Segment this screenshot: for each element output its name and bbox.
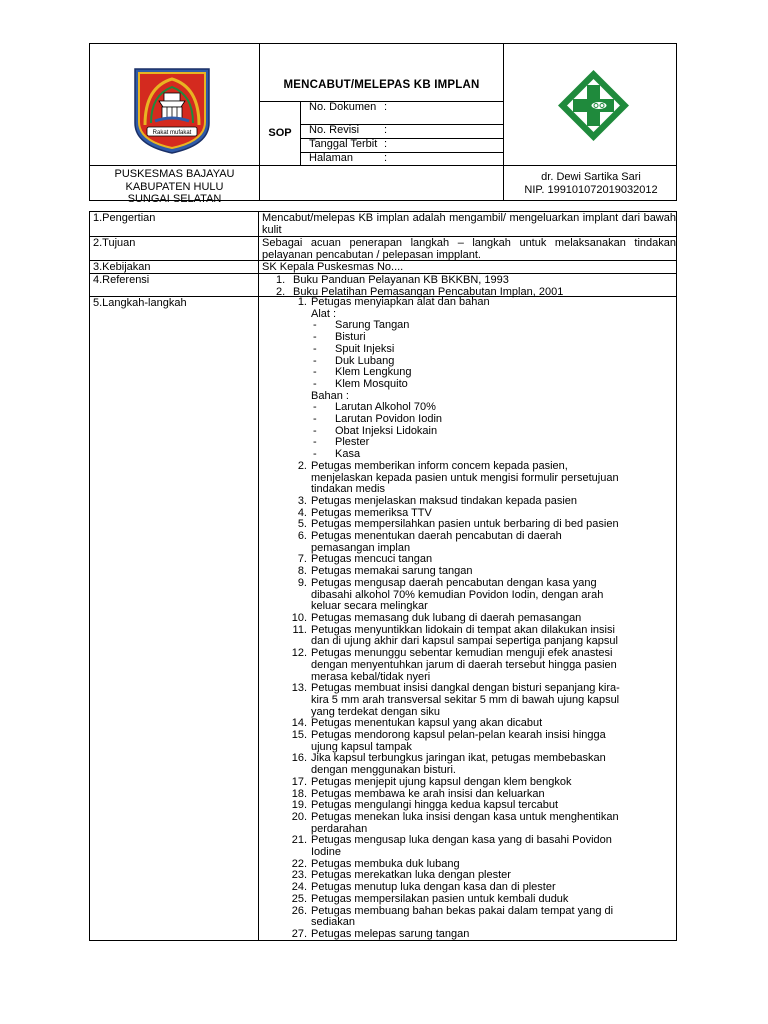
- row-tujuan: [90, 237, 676, 261]
- step-text-line: dibasahi alkohol 70% kemudian Povidon Iodin, dengan arah: [311, 588, 604, 601]
- step-text-line: Petugas menentukan daerah pencabutan di daerah: [311, 530, 562, 543]
- step-text-line: yang terdekat dengan siku: [311, 705, 441, 718]
- step-number: 22.: [291, 857, 307, 870]
- step-text-line: tindakan medis: [311, 483, 385, 496]
- list-item: - Larutan Alkohol 70%: [262, 402, 676, 414]
- row-text: SK Kepala Puskesmas No....: [262, 261, 404, 273]
- step-number: 8.: [297, 565, 307, 578]
- step-text-line: ujung kapsul tampak: [311, 740, 412, 753]
- field-colon: :: [384, 101, 388, 113]
- sop-info-block: [260, 101, 503, 165]
- step-text-line: keluar secara melingkar: [311, 600, 428, 613]
- field-colon: :: [384, 152, 388, 164]
- field-tanggal-terbit: [301, 139, 503, 153]
- step-text-line: Petugas merekatkan luka dengan plester: [311, 869, 511, 882]
- step-number: 7.: [297, 553, 307, 566]
- step-text-line: Petugas menentukan kapsul yang akan dicabut: [311, 717, 543, 730]
- step-item: [262, 578, 676, 613]
- sop-fields: [300, 102, 503, 166]
- step-number: 25.: [291, 892, 307, 905]
- step-text-line: Iodine: [311, 846, 341, 859]
- step-number: 17.: [291, 775, 307, 788]
- step-text-line: merasa kebal/tidak nyeri: [311, 670, 431, 683]
- step-item: [262, 613, 676, 625]
- sop-content-table: [89, 211, 677, 941]
- step-text-line: Petugas memakai sarung tangan: [311, 565, 473, 578]
- step-item: [262, 625, 676, 648]
- step-text-line: Petugas memberikan inform concem kepada pasien,: [311, 459, 568, 472]
- list-item: - Duk Lubang: [262, 356, 676, 368]
- field-label: No. Dokumen: [309, 101, 377, 113]
- puskesmas-name: [90, 166, 259, 206]
- step-number: 26.: [291, 904, 307, 917]
- row-text: Mencabut/melepas KB implan adalah mengambil/ mengeluarkan implant dari bawah kulit: [262, 212, 676, 236]
- step-item: [262, 683, 676, 718]
- field-no-revisi: [301, 125, 503, 139]
- list-item: - Spuit Injeksi: [262, 344, 676, 356]
- field-colon: :: [384, 138, 388, 150]
- step-number: 5.: [297, 518, 307, 531]
- list-item: - Plester: [262, 437, 676, 449]
- step-item: [262, 906, 676, 929]
- step-text-line: Petugas mencuci tangan: [311, 553, 433, 566]
- step-number: 15.: [291, 729, 307, 742]
- step-text-line: Petugas menyuntikkan lidokain di tempat akan dilakukan insisi: [311, 623, 615, 636]
- document-title: MENCABUT/MELEPAS KB IMPLAN: [283, 79, 480, 91]
- step-item: [262, 461, 676, 496]
- step-text-line: Petugas mengulangi hingga kedua kapsul tercabut: [311, 799, 559, 812]
- row-label: 3.Kebijakan: [93, 261, 151, 273]
- step-number: 23.: [291, 869, 307, 882]
- emblem-motto: Rakat mufakat: [152, 130, 192, 136]
- row-text: Sebagai acuan penerapan langkah – langkah untuk melaksanakan tindakan pelayanan pencabutan / pelepasan impplant.: [262, 237, 676, 261]
- step-text-line: Petugas mendorong kapsul pelan-pelan kearah insisi hingga: [311, 729, 606, 742]
- step-number: 13.: [291, 682, 307, 695]
- step-number: 19.: [291, 799, 307, 812]
- step-text-line: dan di ujung akhir dari kapsul sampai sepertiga panjang kapsul: [311, 635, 618, 648]
- step-text-line: dengan menyentuhkan jarum di daerah tersebut hingga pasien: [311, 658, 617, 671]
- step-number: 11.: [292, 623, 307, 636]
- step-number: 21.: [291, 834, 307, 847]
- step-text-line: Petugas menjelaskan maksud tindakan kepada pasien: [311, 494, 578, 507]
- step-number: 16.: [291, 752, 307, 765]
- step-text-line: Petugas menutup luka dengan kasa dan di plester: [311, 881, 556, 894]
- step-number: 2.: [297, 459, 307, 472]
- step-number: 27.: [291, 927, 307, 940]
- step-text-line: menjelaskan kepada pasien untuk mengisi formulir persetujuan: [311, 471, 619, 484]
- step-text-line: Petugas membawa ke arah insisi dan keluarkan: [311, 787, 545, 800]
- row-label-langkah: 5.Langkah-langkah: [93, 297, 187, 309]
- bahan-list: [262, 402, 676, 461]
- row-label: 2.Tujuan: [93, 237, 136, 249]
- step-item: [262, 894, 676, 906]
- step-text-line: pemasangan implan: [311, 541, 411, 554]
- reference-number: 1.: [276, 274, 286, 286]
- field-halaman: [301, 153, 503, 165]
- field-label: No. Revisi: [309, 124, 360, 136]
- column-divider: [258, 212, 259, 940]
- procedure-steps: [262, 297, 676, 941]
- step-text-line: Petugas mengusap luka dengan kasa yang di basahi Povidon: [311, 834, 612, 847]
- step-number: 20.: [291, 810, 307, 823]
- alat-list: [262, 320, 676, 390]
- list-item: - Klem Mosquito: [262, 379, 676, 391]
- step-number: 18.: [291, 787, 307, 800]
- row-referensi: [90, 274, 676, 297]
- step-text-line: Petugas menunggu sebentar kemudian menguji efek anastesi: [311, 647, 613, 660]
- step-text: Petugas menyiapkan alat dan bahan: [311, 296, 490, 308]
- reference-list: [262, 275, 676, 298]
- reference-text: Buku Panduan Pelayanan KB BKKBN, 1993: [293, 274, 509, 286]
- step-list: [262, 461, 676, 941]
- step-item: [262, 929, 676, 941]
- row-kebijakan: [90, 261, 676, 274]
- step-number: 24.: [291, 881, 307, 894]
- step-item: [262, 648, 676, 683]
- list-item: - Kasa: [262, 449, 676, 461]
- step-number: 6.: [297, 530, 307, 543]
- regional-emblem-logo: [131, 65, 213, 155]
- puskesmas-line: KABUPATEN HULU: [125, 180, 224, 193]
- step-number: 12.: [291, 647, 307, 660]
- step-number: 3.: [297, 494, 307, 507]
- bahan-label: Bahan :: [311, 389, 349, 402]
- field-label: Halaman: [309, 152, 354, 164]
- field-no-dokumen: [301, 102, 503, 125]
- puskesmas-line: SUNGAI SELATAN: [127, 193, 222, 205]
- step-item: [262, 835, 676, 858]
- reference-number: 2.: [276, 285, 286, 298]
- step-number: 4.: [297, 506, 307, 519]
- step-text-line: Petugas memasang duk lubang di daerah pemasangan: [311, 611, 582, 624]
- row-label: 4.Referensi: [93, 274, 150, 286]
- step-text-line: Petugas mempersilahkan pasien untuk berbaring di bed pasien: [311, 518, 619, 531]
- row-pengertian: [90, 212, 676, 237]
- list-item: - Obat Injeksi Lidokain: [262, 426, 676, 438]
- step-text-line: kira 5 mm arah transversal sekitar 5 mm di bawah ujung kapsul: [311, 693, 620, 706]
- alat-label: Alat :: [311, 307, 337, 320]
- step-text-line: perdarahan: [311, 822, 368, 835]
- step-text-line: sediakan: [311, 916, 356, 929]
- sop-label: SOP: [268, 127, 292, 140]
- step-item: [262, 496, 676, 508]
- signatory-name: dr. Dewi Sartika Sari: [541, 171, 641, 183]
- step-number: 10.: [291, 611, 307, 624]
- step-text-line: Petugas menjepit ujung kapsul dengan klem bengkok: [311, 775, 572, 788]
- step-item: [262, 777, 676, 789]
- step-text-line: Jika kapsul terbungkus jaringan ikat, petugas membebaskan: [311, 752, 606, 765]
- step-text-line: Petugas membuang bahan bekas pakai dalam tempat yang di: [311, 904, 614, 917]
- step-item: 1. Petugas menyiapkan alat dan bahan: [297, 296, 490, 308]
- step-text-line: Petugas mengusap daerah pencabutan dengan kasa yang: [311, 576, 597, 589]
- row-label: 1.Pengertian: [93, 212, 156, 224]
- step-number: 9.: [297, 576, 307, 589]
- step-item: [262, 812, 676, 835]
- step-text-line: dengan menggunakan bisturi.: [311, 764, 456, 777]
- step-item: [262, 730, 676, 753]
- step-number: 14.: [291, 717, 307, 730]
- signatory: [504, 171, 678, 196]
- field-colon: :: [384, 124, 388, 136]
- step-text-line: Petugas melepas sarung tangan: [311, 927, 470, 940]
- step-item: [262, 531, 676, 554]
- step-text-line: Petugas membuat insisi dangkal dengan bisturi sepanjang kira-: [311, 682, 620, 695]
- step-item: [262, 753, 676, 776]
- sop-header: [89, 43, 677, 205]
- list-item: - Klem Lengkung: [262, 367, 676, 379]
- puskesmas-logo: [556, 68, 631, 143]
- signatory-nip: NIP. 199101072019032012: [524, 183, 658, 196]
- step-text-line: Petugas menekan luka insisi dengan kasa untuk menghentikan: [311, 810, 619, 823]
- step-text-line: Petugas mempersilakan pasien untuk kembali duduk: [311, 892, 569, 905]
- list-item: - Larutan Povidon Iodin: [262, 414, 676, 426]
- list-item: - Sarung Tangan: [262, 320, 676, 332]
- field-label: Tanggal Terbit: [309, 138, 378, 150]
- step-text-line: Petugas membuka duk lubang: [311, 857, 460, 870]
- list-item: - Bisturi: [262, 332, 676, 344]
- reference-text: Buku Pelatihan Pemasangan Pencabutan Implan, 2001: [293, 285, 564, 298]
- puskesmas-line: PUSKESMAS BAJAYAU: [114, 168, 235, 180]
- step-text-line: Petugas memeriksa TTV: [311, 506, 432, 519]
